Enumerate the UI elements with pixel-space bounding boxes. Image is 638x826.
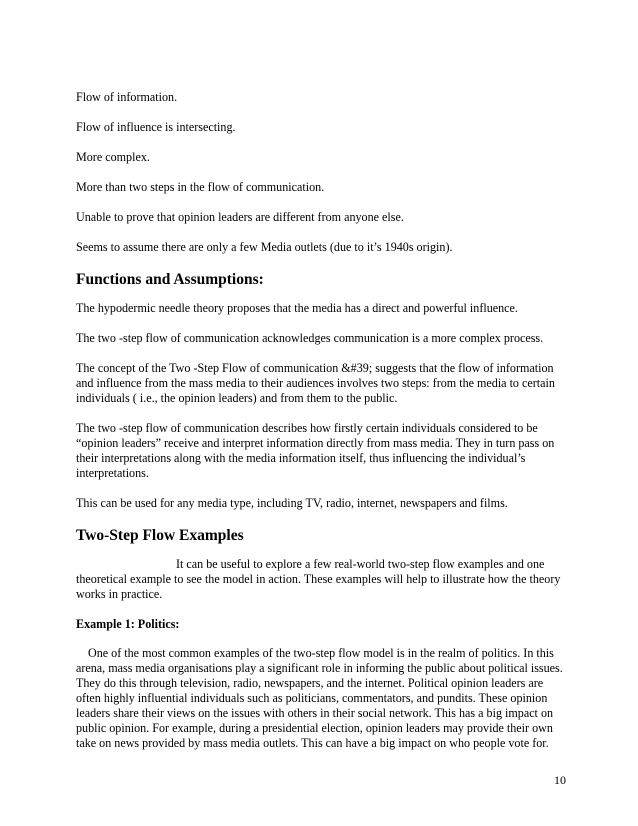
functions-paragraph: The concept of the Two -Step Flow of communication &#39; suggests that the flow of information and influence from the mass media to their audiences involves two steps: from the media to certain individuals ( i.e., the opinion leaders) and from them to the public. bbox=[76, 361, 555, 405]
list-line: Seems to assume there are only a few Media outlets (due to it’s 1940s origin). bbox=[76, 240, 453, 254]
examples-heading: Two-Step Flow Examples bbox=[76, 527, 244, 544]
list-line: More complex. bbox=[76, 150, 150, 164]
list-line: Unable to prove that opinion leaders are different from anyone else. bbox=[76, 210, 404, 224]
example1-heading: Example 1: Politics: bbox=[76, 617, 180, 631]
examples-intro: It can be useful to explore a few real-world two-step flow examples and one theoretical example to see the model in action. These examples will help to illustrate how the theory works in practice. bbox=[76, 557, 561, 601]
functions-paragraph: This can be used for any media type, including TV, radio, internet, newspapers and films. bbox=[76, 496, 508, 510]
page-number: 10 bbox=[554, 773, 566, 787]
example1-body: One of the most common examples of the two-step flow model is in the realm of politics. In this arena, mass media organisations play a significant role in informing the public about political issues. They do this through television, radio, newspapers, and the internet. Political opinion leaders are often highly influential individuals such as politicians, commentators, and pundits. These opinion leaders share their views on the issues with others in their social network. This has a big impact on public opinion. For example, during a presidential election, opinion leaders may provide their own take on news provided by mass media outlets. This can have a big impact on who people vote for. bbox=[76, 646, 563, 750]
functions-paragraph: The two -step flow of communication acknowledges communication is a more complex process. bbox=[76, 331, 544, 345]
functions-paragraph: The hypodermic needle theory proposes that the media has a direct and powerful influence. bbox=[76, 301, 518, 315]
list-line: Flow of information. bbox=[76, 90, 178, 104]
functions-paragraph: The two -step flow of communication describes how firstly certain individuals considered to be “opinion leaders” receive and interpret information directly from mass media. They in turn pass on their interpretations along with the media information itself, thus influencing the individual’s interpretations. bbox=[76, 421, 555, 480]
list-line: Flow of influence is intersecting. bbox=[76, 120, 236, 134]
functions-heading: Functions and Assumptions: bbox=[76, 271, 264, 288]
page-content bbox=[76, 90, 568, 766]
list-line: More than two steps in the flow of communication. bbox=[76, 180, 325, 194]
